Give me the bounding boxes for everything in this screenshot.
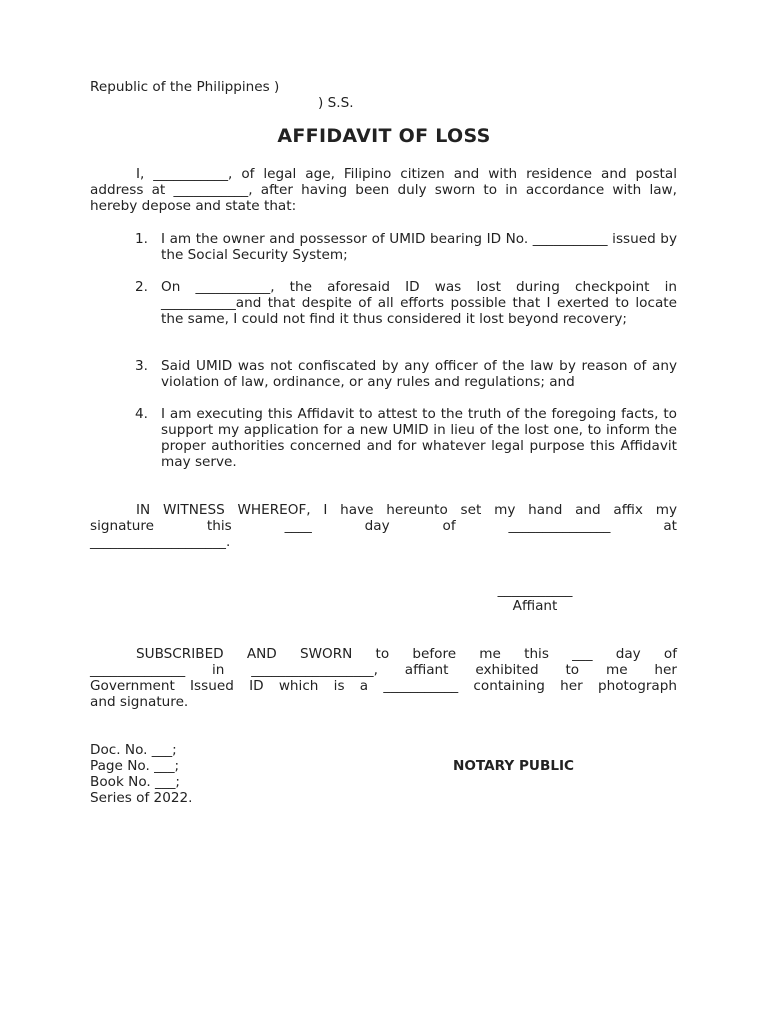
witness-line: ____________________.: [90, 534, 231, 550]
page-number: Page No. ___;: [90, 758, 180, 774]
item-text: On ___________, the aforesaid ID was lost during checkpoint in ___________and that despite of all efforts possible that I exerted to locate the same, I could not find it thus considered it lost beyond recovery;: [161, 279, 677, 327]
venue-line-2: ) S.S.: [318, 95, 354, 111]
intro-paragraph: I, ___________, of legal age, Filipino citizen and with residence and postal address at ___________, after having been duly sworn to in accordance with law, hereby depose and state that:: [90, 166, 677, 214]
jurat-line: ______________ in __________________, affiant exhibited to me her: [90, 662, 677, 678]
item-text: Said UMID was not confiscated by any officer of the law by reason of any violation of law, ordinance, or any rules and regulations; and: [161, 358, 677, 390]
affiant-signature-line: ___________: [497, 582, 573, 598]
item-number: 2.: [135, 279, 148, 295]
item-number: 3.: [135, 358, 148, 374]
witness-line: signature this ____ day of _______________ at: [90, 518, 677, 534]
witness-line: IN WITNESS WHEREOF, I have hereunto set my hand and affix my: [136, 502, 677, 518]
item-text: I am executing this Affidavit to attest to the truth of the foregoing facts, to support my application for a new UMID in lieu of the lost one, to inform the proper authorities concerned and for whatever legal purpose this Affidavit may serve.: [161, 406, 677, 470]
item-number: 1.: [135, 231, 148, 247]
jurat-line: and signature.: [90, 694, 189, 710]
book-number: Book No. ___;: [90, 774, 181, 790]
doc-number: Doc. No. ___;: [90, 742, 177, 758]
notary-public-label: NOTARY PUBLIC: [453, 758, 575, 774]
document-title: AFFIDAVIT OF LOSS: [277, 125, 491, 147]
jurat-line: SUBSCRIBED AND SWORN to before me this ___ day of: [136, 646, 677, 662]
item-text: I am the owner and possessor of UMID bearing ID No. ___________ issued by the Social Security System;: [161, 231, 677, 263]
item-number: 4.: [135, 406, 148, 422]
series-year: Series of 2022.: [90, 790, 193, 806]
jurat-line: Government Issued ID which is a ___________ containing her photograph: [90, 678, 677, 694]
affiant-label: Affiant: [512, 598, 558, 614]
venue-line-1: Republic of the Philippines ): [90, 79, 280, 95]
